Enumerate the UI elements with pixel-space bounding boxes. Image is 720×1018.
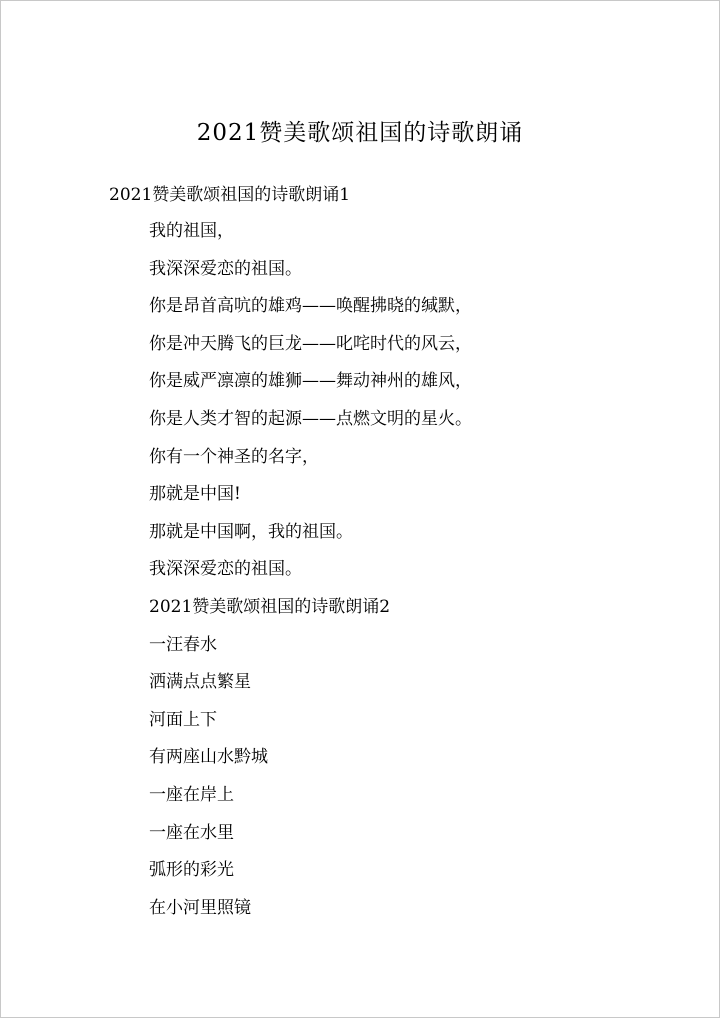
poem-line: 弧形的彩光 <box>149 860 234 881</box>
document-title: 2021赞美歌颂祖国的诗歌朗诵 <box>196 120 524 146</box>
poem-line: 那就是中国啊，我的祖国。 <box>149 521 353 542</box>
poem-line: 我的祖国， <box>149 221 234 241</box>
poem-line: 一座在岸上 <box>149 784 234 805</box>
poem-lines <box>149 217 472 931</box>
poem-line: 一汪春水 <box>149 634 217 655</box>
poem-line: 在小河里照镜 <box>149 897 251 918</box>
poem-line: 你是威严凛凛的雄狮——舞动神州的雄风， <box>149 371 472 392</box>
poem-line: 你是昂首高吭的雄鸡——唤醒拂晓的缄默， <box>149 296 472 317</box>
poem-line: 你有一个神圣的名字， <box>149 446 319 467</box>
poem-line: 洒满点点繁星 <box>149 672 251 693</box>
poem-line: 那就是中国! <box>149 484 241 505</box>
section-heading-1: 2021赞美歌颂祖国的诗歌朗诵1 <box>109 185 351 205</box>
poem-line: 你是冲天腾飞的巨龙——叱咤时代的风云， <box>149 333 472 354</box>
poem-line: 我深深爱恋的祖国。 <box>149 559 302 580</box>
poem-line: 有两座山水黔城 <box>149 747 268 768</box>
poem-line: 一座在水里 <box>149 822 234 843</box>
poem-line: 你是人类才智的起源——点燃文明的星火。 <box>149 408 472 429</box>
section-heading-2: 2021赞美歌颂祖国的诗歌朗诵2 <box>149 596 391 617</box>
poem-line: 我深深爱恋的祖国。 <box>149 258 302 279</box>
poem-line: 河面上下 <box>149 709 217 730</box>
